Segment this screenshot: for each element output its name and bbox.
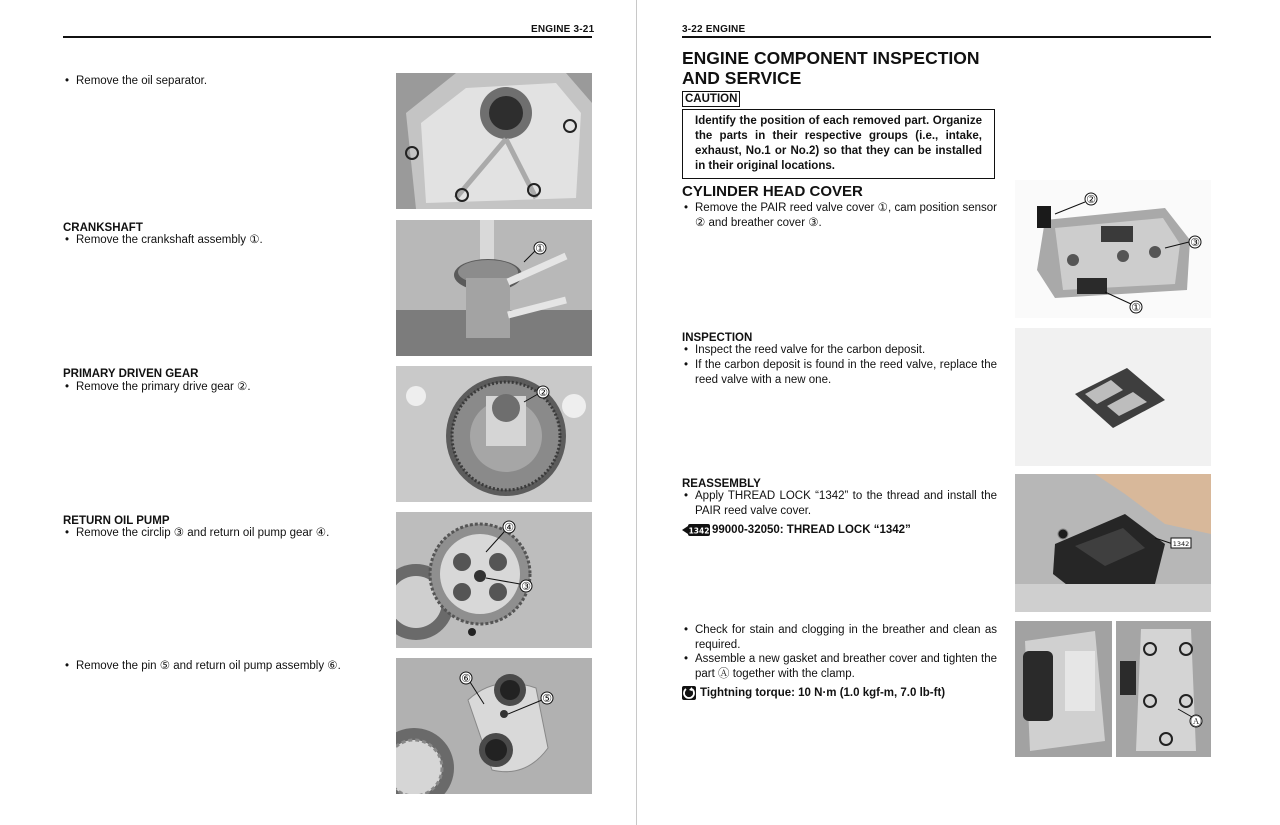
thread-lock-icon [682, 523, 710, 542]
photo-primary-gear [396, 366, 592, 502]
callout-2: ② [538, 386, 548, 399]
reassembly-item-1: • Apply THREAD LOCK “1342” to the thread and install the PAIR reed valve cover. [683, 489, 997, 519]
callout-1342: 1342 [1172, 540, 1190, 548]
step-remove-pin: • Remove the pin ⑤ and return oil pump assembly ⑥. [64, 659, 386, 674]
callout-a: Ⓐ [1190, 715, 1202, 728]
page-header: 3-22 ENGINE [682, 24, 746, 35]
thread-lock-number: 1342 [688, 526, 710, 536]
breather-item-1: • Check for stain and clogging in the breather and clean as required. [683, 623, 997, 653]
photo-reed-valve [1015, 328, 1211, 466]
page-title [682, 48, 980, 88]
thread-lock-spec: 99000-32050: THREAD LOCK “1342” [712, 524, 911, 536]
heading-reassembly: REASSEMBLY [682, 478, 761, 490]
heading-return-oil-pump: RETURN OIL PUMP [63, 515, 170, 527]
callout-6: ⑥ [461, 672, 471, 685]
inspection-item-2: • If the carbon deposit is found in the reed valve, replace the reed valve with a new one. [683, 358, 997, 388]
callout-1: ① [1131, 301, 1141, 314]
callout-5: ⑤ [542, 692, 552, 705]
heading-primary-driven-gear: PRIMARY DRIVEN GEAR [63, 368, 199, 380]
step-remove-oil-separator: • Remove the oil separator. [64, 74, 386, 89]
callout-3: ③ [1190, 236, 1200, 249]
header-rule [682, 36, 1211, 38]
photo-return-oil-pump [396, 512, 592, 648]
caution-box: Identify the position of each removed part. Organize the parts in their respective groups (i.e., intake, exhaust, No.1 or No.2) so that they can be installed in their original locations. [682, 109, 995, 179]
callout-4: ④ [504, 521, 514, 534]
right-page [638, 0, 1280, 825]
step-remove-pair-cover: • Remove the PAIR reed valve cover ①, cam position sensor ② and breather cover ③. [683, 201, 997, 231]
torque-spec: Tightning torque: 10 N·m (1.0 kgf-m, 7.0 lb-ft) [700, 687, 946, 699]
book-spine [636, 0, 637, 825]
step-remove-crankshaft: • Remove the crankshaft assembly ①. [64, 233, 386, 248]
callout-2: ② [1086, 193, 1096, 206]
photo-breather-cover-top [1116, 621, 1211, 757]
photo-reassembly [1015, 474, 1211, 612]
photo-oil-pump-assembly [396, 658, 592, 794]
heading-crankshaft: CRANKSHAFT [63, 222, 143, 234]
inspection-item-1: • Inspect the reed valve for the carbon deposit. [683, 343, 997, 358]
title-line-1: ENGINE COMPONENT INSPECTION [682, 48, 980, 68]
page-header: ENGINE 3-21 [531, 24, 595, 35]
header-rule [63, 36, 592, 38]
title-line-2: AND SERVICE [682, 68, 802, 88]
breather-item-2: • Assemble a new gasket and breather cover and tighten the part Ⓐ together with the clamp. [683, 652, 997, 682]
photo-crankshaft [396, 220, 592, 356]
callout-1: ① [535, 242, 545, 255]
left-page [0, 0, 636, 825]
photo-cylinder-head-cover [1015, 180, 1211, 318]
callout-3: ③ [521, 580, 531, 593]
torque-wrench-icon [682, 686, 696, 705]
photo-breather-cover-side [1015, 621, 1112, 757]
photo-oil-separator [396, 73, 592, 209]
caution-label: CAUTION [682, 91, 740, 107]
section-title-cylinder-head-cover: CYLINDER HEAD COVER [682, 183, 863, 200]
heading-inspection: INSPECTION [682, 332, 753, 344]
step-remove-circlip: • Remove the circlip ③ and return oil pump gear ④. [64, 526, 386, 541]
step-remove-primary-gear: • Remove the primary drive gear ②. [64, 380, 386, 395]
